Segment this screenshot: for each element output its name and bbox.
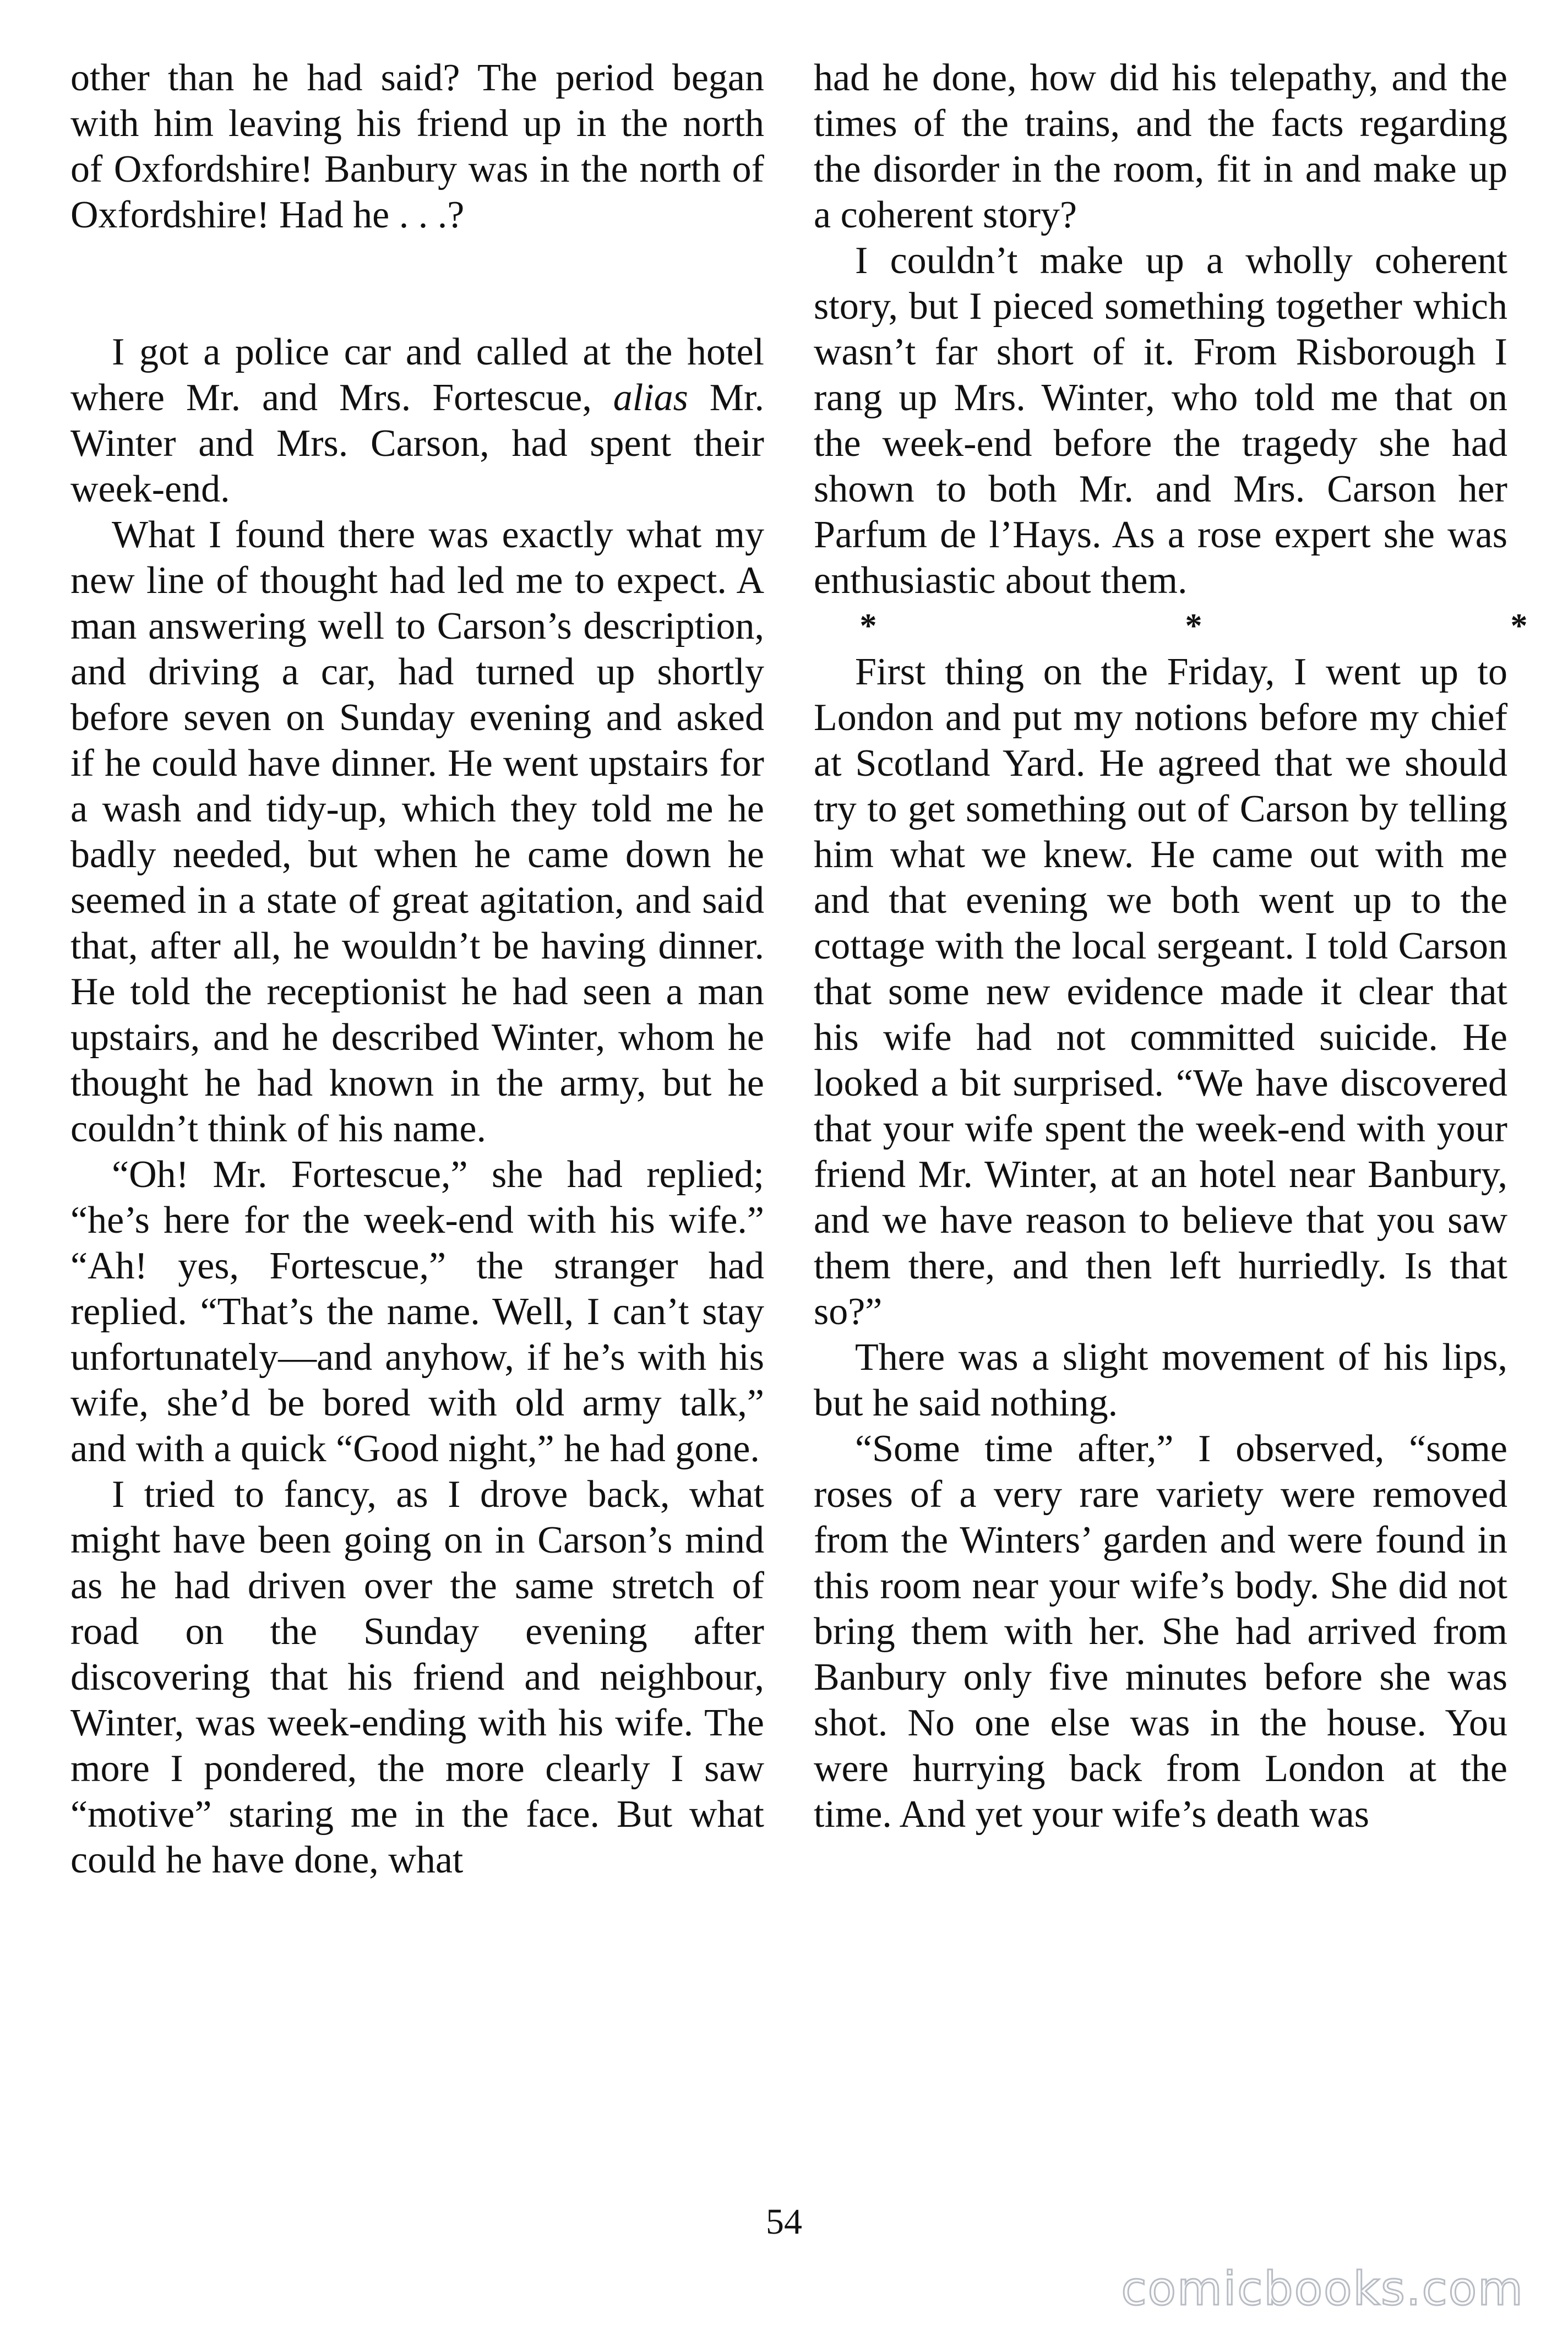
asterisk: * xyxy=(859,607,877,645)
paragraph: What I found there was exactly what my new line of thought had led me to expect. A man answering well to Carson’s description, and driving a car, had turned up shortly before seven on Sunday evening and asked if he could have dinner. He went upstairs for a wash and tidy-up, which they told me he badly needed, but when he came down he seemed in a state of great agitation, and said that, after all, he wouldn’t be having dinner. He told the receptionist he had seen a man upstairs, and he described Winter, whom he thought he had known in the army, but he couldn’t think of his name. xyxy=(70,514,764,1150)
page-number: 54 xyxy=(766,2202,802,2242)
right-column xyxy=(814,55,1528,1837)
watermark: comicbooks.com xyxy=(1121,2262,1524,2316)
text-run: I got a police car and called at the hotel where Mr. and Mrs. Fortescue, xyxy=(70,331,764,419)
paragraph: “Oh! Mr. Fortescue,” she had replied; “he’s here for the week-end with his wife.” “Ah! yes, Fortescue,” the stranger had replied. “That’s the name. Well, I can’t stay unfortunately—and anyhow, if he’s with his wife, she’d be bored with old army talk,” and with a quick “Good night,” he had gone. xyxy=(70,1153,764,1470)
asterism-divider xyxy=(814,603,1528,649)
paragraph xyxy=(70,329,764,512)
text-run: Mr. Winter and Mrs. Carson, had spent their week-end. xyxy=(70,377,764,510)
section-break xyxy=(70,238,764,329)
paragraph: There was a slight movement of his lips, but he said nothing. xyxy=(814,1336,1507,1424)
paragraph: “Some time after,” I observed, “some roses of a very rare variety were removed from the Winters’ garden and were found in this room near your wife’s body. She did not bring them with her. She had arrived from Banbury only five minutes before she was shot. No one else was in the house. You were hurrying back from London at the time. And yet your wife’s death was xyxy=(814,1428,1507,1836)
asterisk: * xyxy=(1185,607,1202,645)
paragraph: First thing on the Friday, I went up to London and put my notions before my chief at Scotland Yard. He agreed that we should try to get something out of Carson by telling him what we knew. He came out with me and that evening we both went up to the cottage with the local sergeant. I told Carson that some new evidence made it clear that his wife had not committed suicide. He looked a bit surprised. “We have discovered that your wife spent the week-end with your friend Mr. Winter, at an hotel near Banbury, and we have reason to believe that you saw them there, and then left hurriedly. Is that so?” xyxy=(814,651,1507,1333)
paragraph: had he done, how did his telepathy, and the times of the trains, and the facts regarding the disorder in the room, fit in and make up a coherent story? xyxy=(814,57,1507,236)
left-column xyxy=(70,55,764,1883)
asterisk: * xyxy=(1510,607,1528,645)
paragraph: I tried to fancy, as I drove back, what might have been going on in Carson’s mind as he had driven over the same stretch of road on the Sunday evening after discovering that his friend and neighbour, Winter, was week-ending with his wife. The more I pondered, the more clearly I saw “motive” staring me in the face. But what could he have done, what xyxy=(70,1473,764,1881)
paragraph: other than he had said? The period began with him leaving his friend up in the north of Oxfordshire! Banbury was in the north of Oxfordshire! Had he . . .? xyxy=(70,57,764,236)
paragraph: I couldn’t make up a wholly coherent story, but I pieced something together which wasn’t far short of it. From Risborough I rang up Mrs. Winter, who told me that on the week-end before the tragedy she had shown to both Mr. and Mrs. Carson her Parfum de l’Hays. As a rose expert she was enthusiastic about them. xyxy=(814,239,1507,602)
italic-text: alias xyxy=(613,377,688,419)
